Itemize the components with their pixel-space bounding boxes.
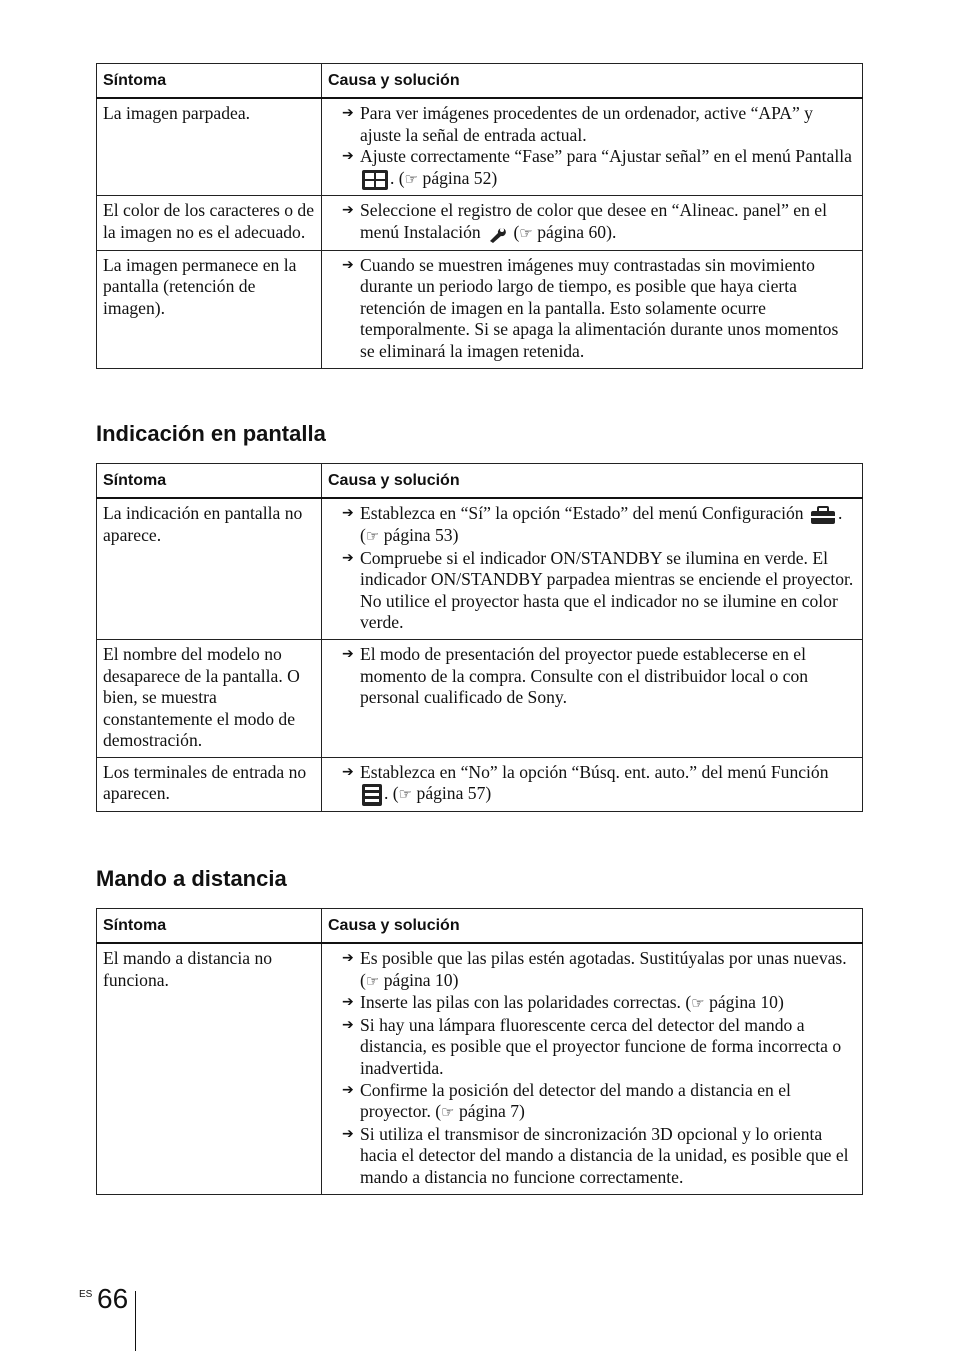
cause-item: ➔ Confirme la posición del detector del mando a distancia en el proyector. (☞ página 7) bbox=[342, 1079, 791, 1122]
page-reference-icon: ☞ bbox=[691, 994, 705, 1013]
toolbox-icon bbox=[810, 505, 836, 525]
footer-divider bbox=[135, 1291, 136, 1351]
language-code: ES bbox=[79, 1289, 93, 1300]
header-cause: Causa y solución bbox=[322, 464, 863, 499]
troubleshooting-table-image bbox=[96, 63, 863, 369]
arrow-icon: ➔ bbox=[342, 148, 354, 165]
header-symptom: Síntoma bbox=[97, 464, 322, 499]
symptom-cell: El mando a distancia no funciona. bbox=[97, 943, 322, 1194]
arrow-icon: ➔ bbox=[342, 549, 354, 566]
page-reference-icon: ☞ bbox=[519, 223, 533, 242]
section-title: Mando a distancia bbox=[96, 866, 287, 891]
table-row bbox=[97, 98, 863, 196]
symptom-cell: El color de los caracteres o de la imagen no es el adecuado. bbox=[97, 196, 322, 250]
troubleshooting-table-osd bbox=[96, 463, 863, 812]
cause-cell bbox=[322, 98, 863, 196]
table-row bbox=[97, 757, 863, 812]
symptom-cell: La imagen parpadea. bbox=[97, 98, 322, 196]
header-symptom: Síntoma bbox=[97, 64, 322, 99]
cause-item: ➔ Establezca en “Sí” la opción “Estado” del menú Configuración . (☞ página 53) bbox=[342, 503, 843, 545]
table-row bbox=[97, 498, 863, 639]
arrow-icon: ➔ bbox=[342, 505, 354, 521]
table-row bbox=[97, 639, 863, 757]
arrow-icon: ➔ bbox=[342, 994, 354, 1011]
symptom-cell: El nombre del modelo no desaparece de la pantalla. O bien, se muestra constantemente el modo de demostración. bbox=[97, 639, 322, 757]
cause-item: ➔ El modo de presentación del proyector puede establecerse en el momento de la compra. Consulte con el distribuidor local o con personal cualificado de Sony. bbox=[342, 643, 809, 708]
header-cause: Causa y solución bbox=[322, 64, 863, 99]
page-number: 66 bbox=[97, 1283, 129, 1314]
header-symptom: Síntoma bbox=[97, 909, 322, 944]
symptom-cell: Los terminales de entrada no aparecen. bbox=[97, 757, 322, 812]
cause-cell bbox=[322, 250, 863, 368]
header-cause: Causa y solución bbox=[322, 909, 863, 944]
symptom-cell: La indicación en pantalla no aparece. bbox=[97, 498, 322, 639]
section-title: Indicación en pantalla bbox=[96, 421, 326, 446]
cause-cell bbox=[322, 943, 863, 1194]
function-menu-icon bbox=[362, 784, 382, 806]
cause-item: ➔ Para ver imágenes procedentes de un ordenador, active “APA” y ajuste la señal de entrada actual. bbox=[342, 103, 813, 145]
page-reference-icon: ☞ bbox=[441, 1103, 455, 1122]
screen-menu-icon bbox=[362, 170, 388, 190]
table-row bbox=[97, 943, 863, 1194]
arrow-icon: ➔ bbox=[342, 1016, 354, 1033]
page-reference-icon: ☞ bbox=[365, 526, 380, 545]
cause-item: ➔ Es posible que las pilas estén agotadas. Sustitúyalas por unas nuevas. (☞ página 10) bbox=[342, 948, 847, 990]
arrow-icon: ➔ bbox=[342, 763, 354, 780]
cause-cell bbox=[322, 757, 863, 812]
page-reference-icon: ☞ bbox=[404, 169, 419, 188]
cause-item: ➔ Inserte las pilas con las polaridades correctas. (☞ página 10) bbox=[342, 992, 784, 1013]
arrow-icon: ➔ bbox=[342, 1081, 354, 1098]
arrow-icon: ➔ bbox=[342, 256, 354, 273]
cause-cell bbox=[322, 639, 863, 757]
arrow-icon: ➔ bbox=[342, 950, 354, 966]
cause-cell bbox=[322, 498, 863, 639]
cause-item: ➔ Ajuste correctamente “Fase” para “Ajustar señal” en el menú Pantalla . (☞ página 52) bbox=[342, 146, 852, 188]
cause-item: ➔ Si utiliza el transmisor de sincronización 3D opcional y lo orienta hacia el detector del mando a distancia de la unidad, es posible que el mando a distancia no funcione correctamente. bbox=[342, 1123, 849, 1187]
table-row bbox=[97, 250, 863, 368]
table-row bbox=[97, 196, 863, 250]
troubleshooting-table-remote bbox=[96, 908, 863, 1195]
arrow-icon: ➔ bbox=[342, 645, 354, 662]
cause-item: ➔ Seleccione el registro de color que desee en “Alineac. panel” en el menú Instalación (☞ página 60). bbox=[342, 200, 827, 242]
arrow-icon: ➔ bbox=[342, 202, 354, 219]
page-reference-icon: ☞ bbox=[365, 971, 380, 990]
cause-item: ➔ Compruebe si el indicador ON/STANDBY se ilumina en verde. El indicador ON/STANDBY parpadea mientras se enciende el proyector. No utilice el proyector hasta que el indicador no se ilumine en color verde. bbox=[342, 547, 854, 633]
arrow-icon: ➔ bbox=[342, 1125, 354, 1142]
arrow-icon: ➔ bbox=[342, 105, 354, 121]
cause-item: ➔ Cuando se muestren imágenes muy contrastadas sin movimiento durante un periodo largo de tiempo, es posible que haya cierta retención de imagen en la pantalla. Esto solamente ocurre temporalmente. Si se apaga la alimentación durante unos momentos se eliminará la imagen retenida. bbox=[342, 254, 839, 361]
cause-item: ➔ Si hay una lámpara fluorescente cerca del detector del mando a distancia, es posible que el proyector funcione de forma incorrecta o inadvertida. bbox=[342, 1014, 842, 1078]
symptom-cell: La imagen permanece en la pantalla (retención de imagen). bbox=[97, 250, 322, 368]
cause-item: ➔ Establezca en “No” la opción “Búsq. ent. auto.” del menú Función . (☞ página 57) bbox=[342, 762, 856, 807]
page-reference-icon: ☞ bbox=[398, 785, 413, 804]
wrench-icon bbox=[487, 225, 507, 243]
cause-cell bbox=[322, 196, 863, 250]
